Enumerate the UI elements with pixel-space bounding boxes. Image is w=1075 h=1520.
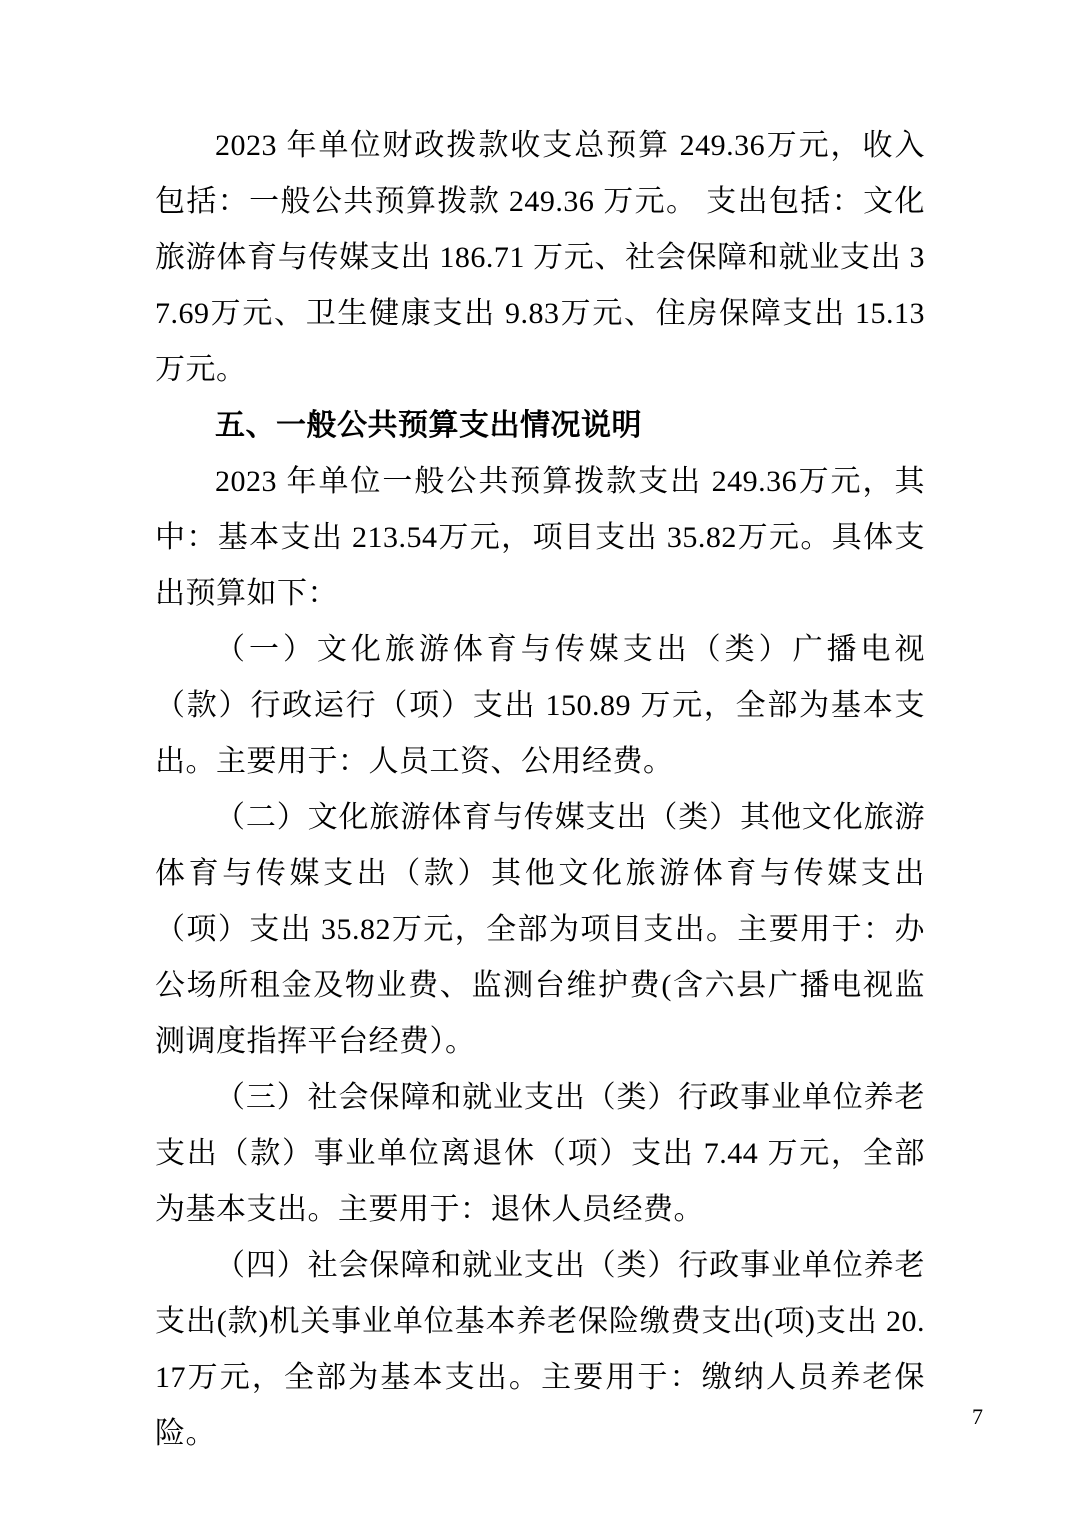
paragraph-total-budget: 2023 年单位财政拨款收支总预算 249.36万元，收入包括：一般公共预算拨款 249.36 万元。 支出包括：文化旅游体育与传媒支出 186.71 万元、社会保障和就业支出 37.69万元、卫生健康支出 9.83万元、住房保障支出 15.13万元。 bbox=[155, 129, 925, 386]
paragraph-general-public-budget: 2023 年单位一般公共预算拨款支出 249.36万元，其中：基本支出 213.54万元，项目支出 35.82万元。具体支出预算如下： bbox=[155, 465, 925, 610]
paragraph-item-two: （二）文化旅游体育与传媒支出（类）其他文化旅游体育与传媒支出（款）其他文化旅游体育与传媒支出（项）支出 35.82万元，全部为项目支出。主要用于：办公场所租金及物业费、监测台维护费(含六县广播电视监测调度指挥平台经费）。 bbox=[155, 801, 925, 1058]
paragraph-item-four: （四）社会保障和就业支出（类）行政事业单位养老支出(款)机关事业单位基本养老保险缴费支出(项)支出 20.17万元，全部为基本支出。主要用于：缴纳人员养老保险。 bbox=[155, 1249, 925, 1450]
paragraph-item-one: （一）文化旅游体育与传媒支出（类）广播电视（款）行政运行（项）支出 150.89 万元，全部为基本支出。主要用于：人员工资、公用经费。 bbox=[155, 633, 925, 778]
page-number: 7 bbox=[972, 1404, 983, 1429]
paragraph-item-three: （三）社会保障和就业支出（类）行政事业单位养老支出（款）事业单位离退休（项）支出 7.44 万元，全部为基本支出。主要用于：退休人员经费。 bbox=[155, 1081, 925, 1226]
heading-section-five: 五、一般公共预算支出情况说明 bbox=[215, 408, 642, 443]
document-body bbox=[155, 118, 925, 1462]
